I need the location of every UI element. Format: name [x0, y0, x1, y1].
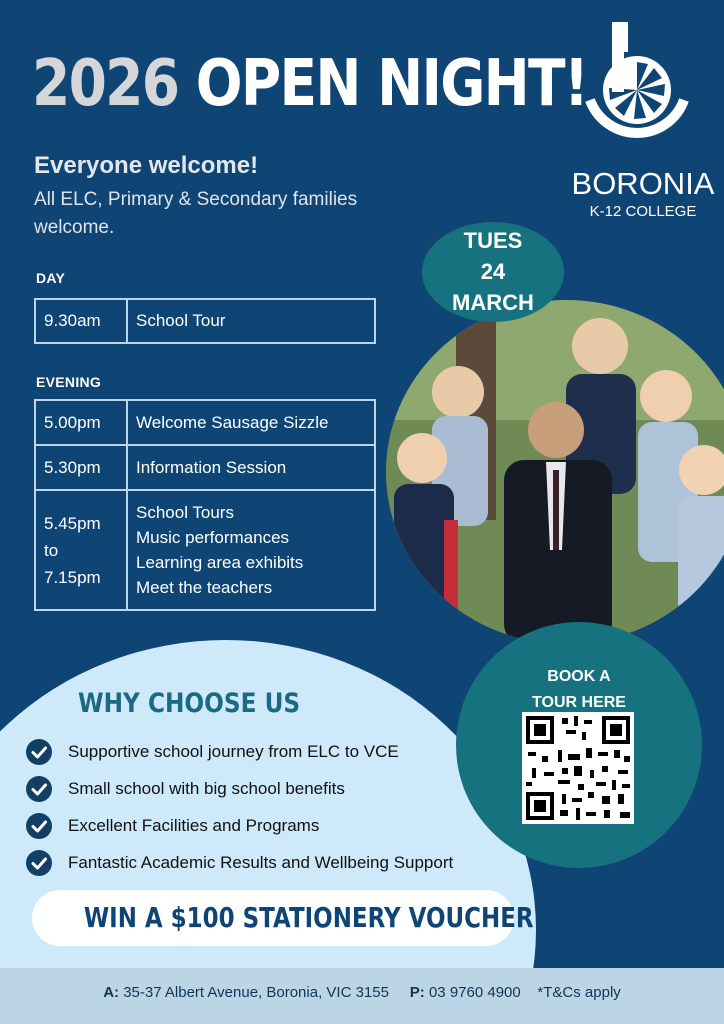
- address-label: A:: [103, 984, 120, 1001]
- why-choose-list: [26, 733, 453, 881]
- voucher-text: WIN A $100 STATIONERY VOUCHER!*: [83, 901, 557, 934]
- page-title: [32, 47, 588, 121]
- day-label: DAY: [36, 270, 66, 286]
- list-item-text: Supportive school journey from ELC to VCE: [68, 741, 399, 761]
- activity-line: Music performances: [136, 528, 290, 547]
- time-line: to: [44, 540, 59, 560]
- list-item-text: Excellent Facilities and Programs: [68, 815, 320, 835]
- footer-contact: [0, 984, 724, 1001]
- table-row: [35, 400, 375, 445]
- date-month: MARCH: [452, 290, 534, 315]
- activity-line: School Tours: [136, 503, 234, 522]
- logo-name: BORONIA: [571, 166, 715, 201]
- title-event: OPEN NIGHT!: [195, 47, 588, 121]
- table-row: [35, 299, 375, 343]
- schedule-time: [35, 490, 127, 610]
- boronia-logo-icon: [582, 18, 692, 158]
- schedule-time: 9.30am: [35, 299, 127, 343]
- title-year: 2026: [32, 47, 179, 121]
- time-line: 7.15pm: [44, 567, 101, 587]
- list-item: [26, 733, 453, 770]
- check-circle-icon: [26, 739, 52, 765]
- voucher-banner: [32, 890, 557, 946]
- logo-subtitle: K-12 COLLEGE: [589, 203, 697, 220]
- activity-line: Meet the teachers: [136, 578, 273, 597]
- list-item-text: Fantastic Academic Results and Wellbeing Support: [68, 852, 454, 872]
- list-item: [26, 807, 453, 844]
- welcome-body: All ELC, Primary & Secondary families welcome.: [34, 189, 358, 238]
- evening-label: EVENING: [36, 374, 102, 390]
- schedule-time: 5.00pm: [35, 400, 127, 445]
- date-day: TUES: [463, 228, 523, 253]
- schedule-activity: School Tour: [127, 299, 375, 343]
- schedule-activity: [127, 490, 375, 610]
- phone-label: P:: [409, 984, 425, 1001]
- list-item-text: Small school with big school benefits: [68, 778, 345, 798]
- table-row: [35, 445, 375, 490]
- welcome-heading: Everyone welcome!: [34, 152, 259, 179]
- check-circle-icon: [26, 850, 52, 876]
- activity-line: Learning area exhibits: [136, 553, 304, 572]
- phone: 03 9760 4900: [428, 984, 521, 1001]
- book-tour-line: TOUR HERE: [532, 694, 626, 711]
- list-item: [26, 770, 453, 807]
- schedule-activity: Information Session: [127, 445, 375, 490]
- students-photo-image: [386, 300, 724, 644]
- address: 35-37 Albert Avenue, Boronia, VIC 3155: [123, 984, 389, 1001]
- schedule-activity: Welcome Sausage Sizzle: [127, 400, 375, 445]
- list-item: [26, 844, 453, 881]
- check-circle-icon: [26, 813, 52, 839]
- evening-schedule-table: [34, 399, 376, 611]
- check-circle-icon: [26, 776, 52, 802]
- book-tour-line: BOOK A: [547, 668, 611, 685]
- table-row: [35, 490, 375, 610]
- qr-code[interactable]: [522, 712, 634, 824]
- day-schedule-table: [34, 298, 376, 344]
- students-photo: [386, 300, 724, 644]
- terms-note: *T&Cs apply: [537, 984, 621, 1001]
- qr-code-icon: [522, 712, 634, 824]
- why-choose-title: WHY CHOOSE US: [78, 688, 301, 719]
- event-date-badge: [422, 222, 564, 322]
- date-number: 24: [480, 259, 506, 284]
- schedule-time: 5.30pm: [35, 445, 127, 490]
- time-line: 5.45pm: [44, 513, 101, 533]
- book-tour-text: [456, 664, 702, 716]
